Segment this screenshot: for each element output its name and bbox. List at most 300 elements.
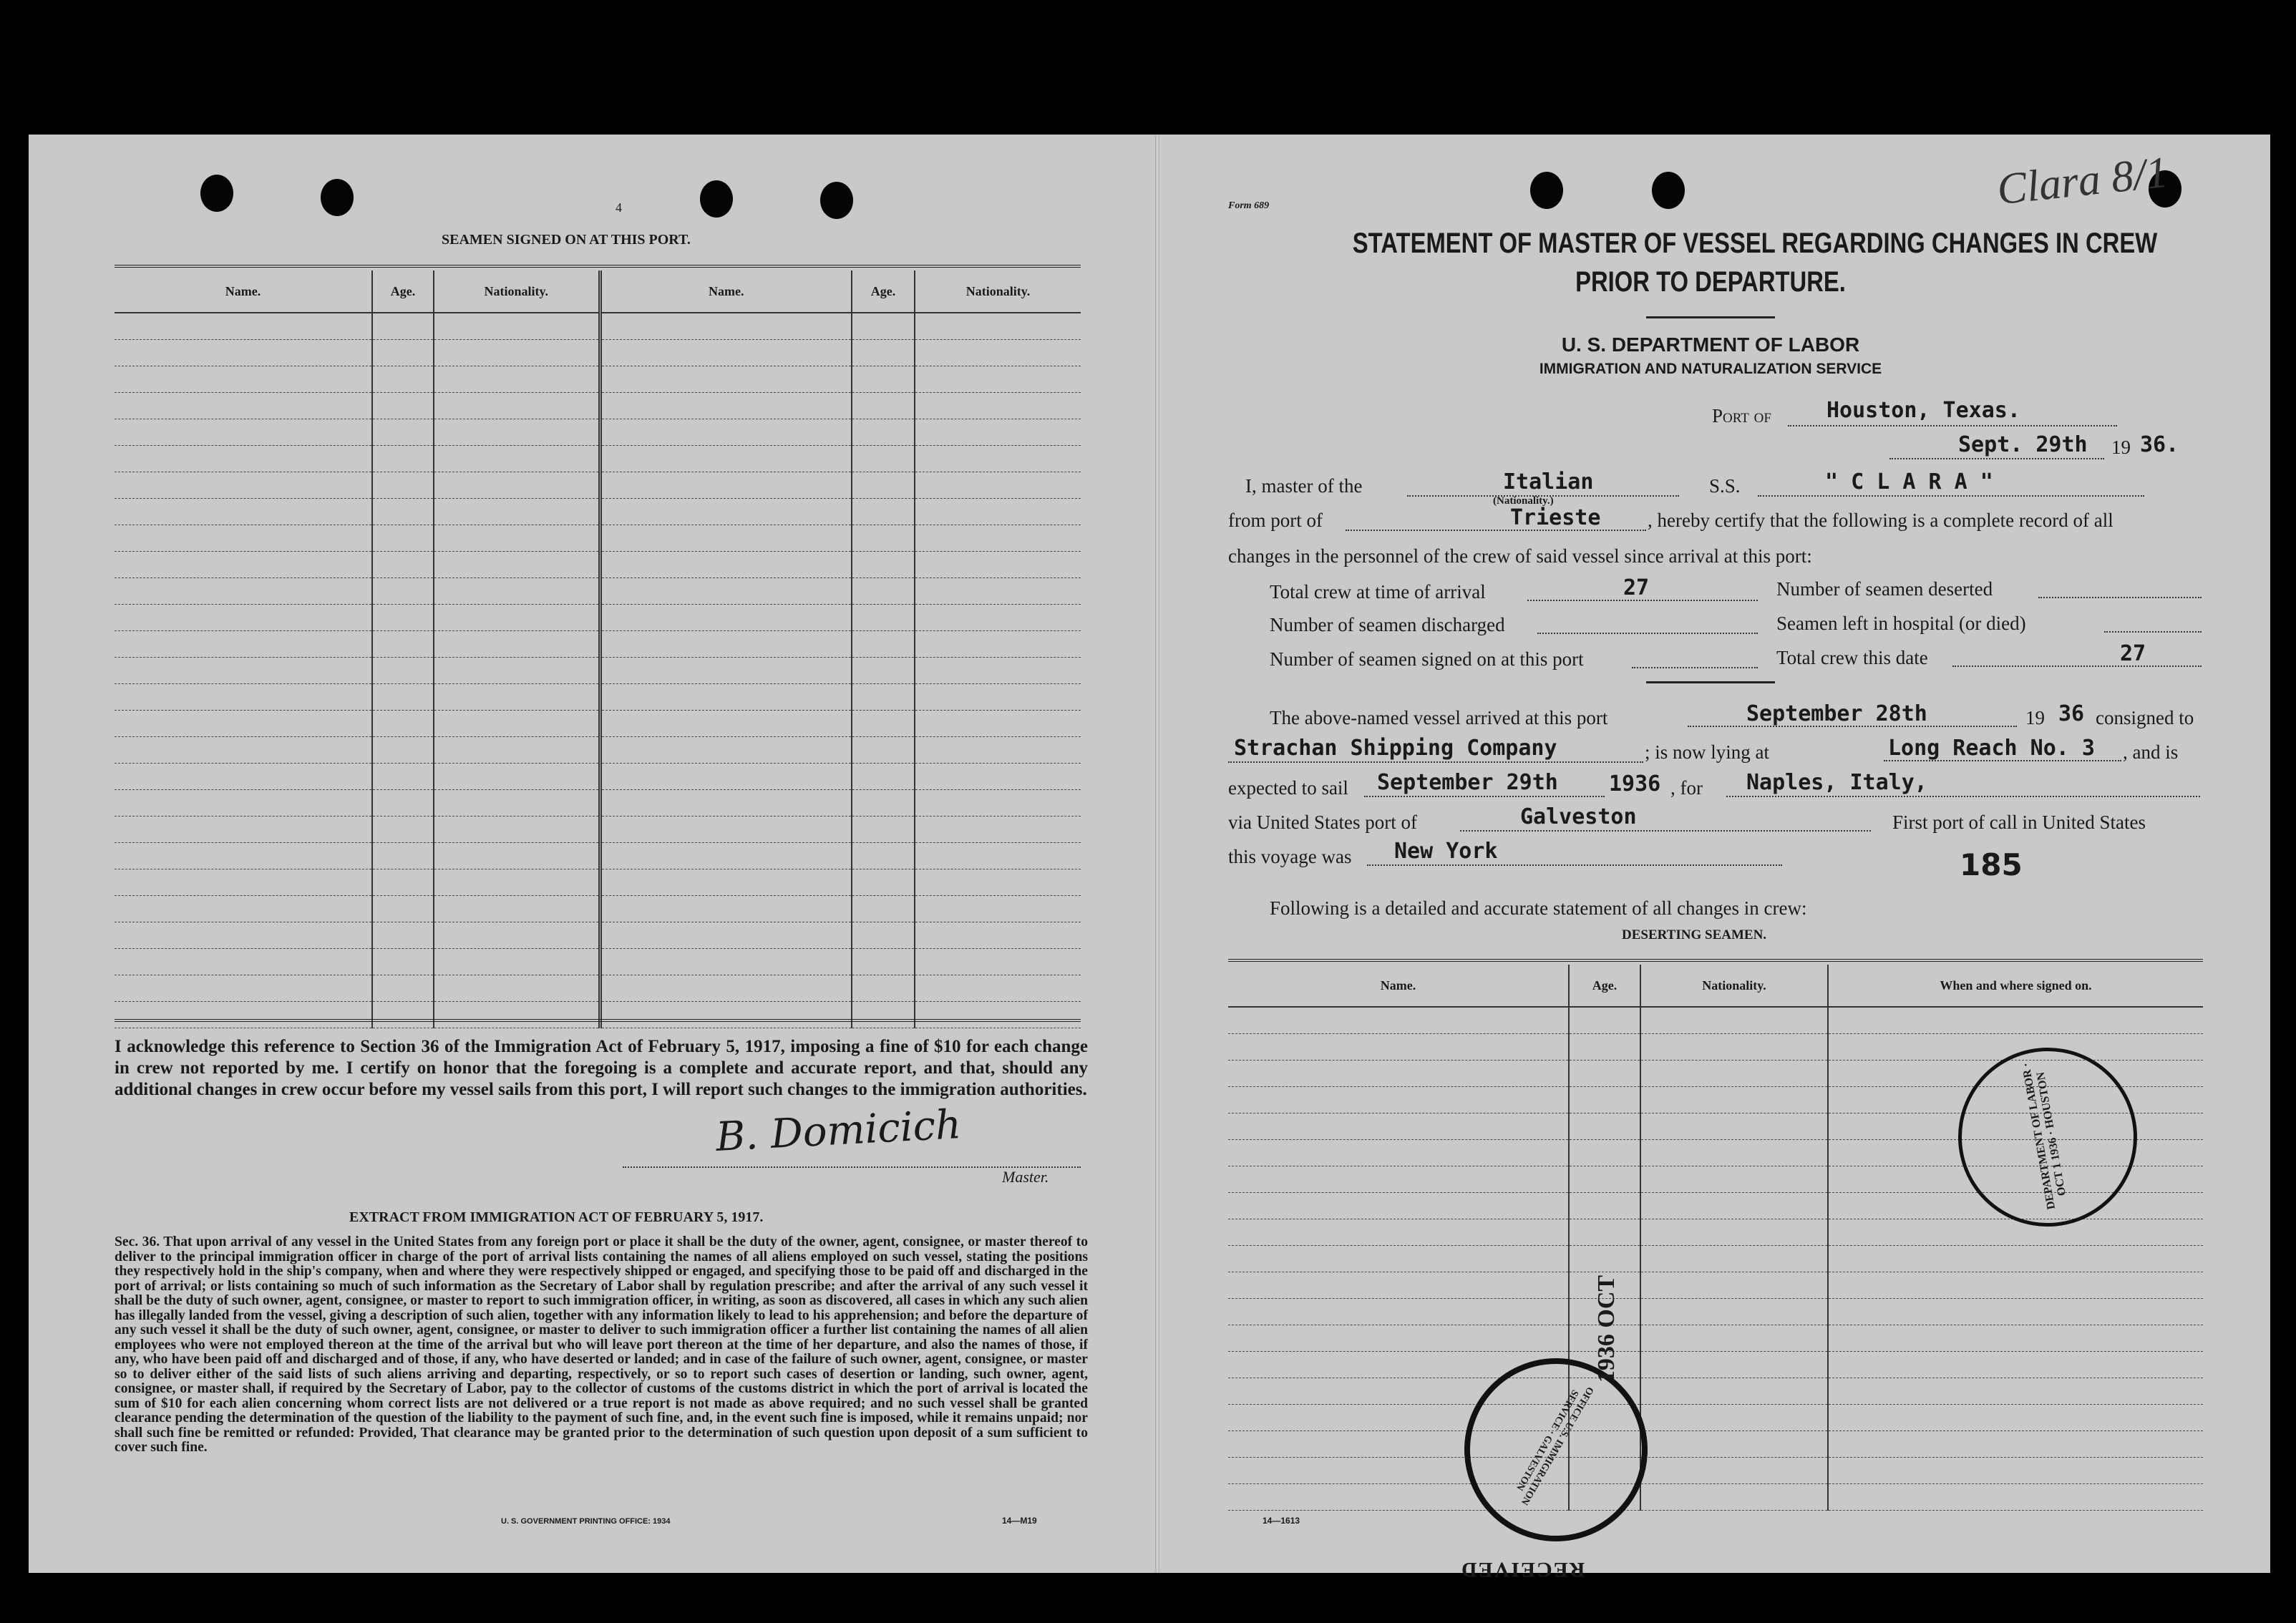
table-cell xyxy=(434,975,600,1002)
table-cell xyxy=(600,472,852,499)
table-cell xyxy=(115,605,372,631)
oct-stamp: 1936 OCT xyxy=(1593,1274,1620,1383)
table-cell xyxy=(434,313,600,340)
total-crew-date-label: Total crew this date xyxy=(1776,647,1928,668)
ship-name: " C L A R A " xyxy=(1825,469,1993,494)
date-value: Sept. 29th xyxy=(1958,432,2088,457)
table-cell xyxy=(372,340,434,366)
table-cell xyxy=(115,446,372,472)
table-cell xyxy=(852,393,915,419)
table-cell xyxy=(852,764,915,790)
table-cell xyxy=(600,605,852,631)
ship-name-field xyxy=(1758,495,2144,497)
table-cell xyxy=(372,684,434,711)
punch-hole xyxy=(1652,172,1685,209)
table-cell xyxy=(915,684,1081,711)
table-cell xyxy=(852,711,915,737)
col-name: Name. xyxy=(1228,965,1569,1007)
table-cell xyxy=(1640,1007,1828,1034)
table-cell xyxy=(372,790,434,817)
signed-on-label: Number of seamen signed on at this port xyxy=(1270,648,1584,670)
table-cell xyxy=(1640,1352,1828,1378)
table-cell xyxy=(852,658,915,684)
table-cell xyxy=(600,658,852,684)
table-cell xyxy=(372,313,434,340)
table-cell xyxy=(434,393,600,419)
table-cell xyxy=(1569,1219,1640,1246)
table-cell xyxy=(434,446,600,472)
table-cell xyxy=(434,499,600,525)
table-cell xyxy=(1828,1378,2203,1405)
voyage-label: this voyage was xyxy=(1228,846,1352,867)
table-row xyxy=(115,658,1081,684)
discharged-field xyxy=(1537,633,1758,634)
table-cell xyxy=(1640,1219,1828,1246)
table-cell xyxy=(434,817,600,843)
table-cell xyxy=(600,896,852,922)
from-port-value: Trieste xyxy=(1510,505,1601,530)
total-crew-arrival-label: Total crew at time of arrival xyxy=(1270,581,1486,603)
table-cell xyxy=(115,313,372,340)
table-cell xyxy=(372,446,434,472)
date-year: 36. xyxy=(2140,432,2179,457)
table-cell xyxy=(915,552,1081,578)
table-row xyxy=(115,578,1081,605)
table-cell xyxy=(434,472,600,499)
table-cell xyxy=(434,366,600,393)
table-cell xyxy=(915,340,1081,366)
table-cell xyxy=(115,896,372,922)
table-cell xyxy=(1569,1113,1640,1140)
table-cell xyxy=(434,896,600,922)
date-year-prefix: 19 xyxy=(2111,437,2131,458)
table-cell xyxy=(915,578,1081,605)
table-cell xyxy=(372,1002,434,1028)
table-cell xyxy=(1828,1299,2203,1325)
table-cell xyxy=(600,975,852,1002)
table-cell xyxy=(372,605,434,631)
table-cell xyxy=(915,817,1081,843)
table-cell xyxy=(372,869,434,896)
table-row xyxy=(115,313,1081,340)
table-cell xyxy=(1640,1272,1828,1299)
table-cell xyxy=(1640,1087,1828,1113)
table-cell xyxy=(1828,1246,2203,1272)
table-cell xyxy=(434,340,600,366)
table-cell xyxy=(600,366,852,393)
table-cell xyxy=(372,499,434,525)
col-age-2: Age. xyxy=(852,270,915,313)
table-cell xyxy=(115,922,372,949)
table-cell xyxy=(1228,1272,1569,1299)
table-cell xyxy=(852,869,915,896)
table-cell xyxy=(115,975,372,1002)
table-cell xyxy=(915,605,1081,631)
table-cell xyxy=(434,684,600,711)
table-cell xyxy=(115,790,372,817)
table-row xyxy=(115,949,1081,975)
changes-text: changes in the personnel of the crew of said vessel since arrival at this port: xyxy=(1228,545,1812,567)
table-cell xyxy=(115,737,372,764)
col-when-where: When and where signed on. xyxy=(1828,965,2203,1007)
table-cell xyxy=(1228,1325,1569,1352)
table-cell xyxy=(1228,1299,1569,1325)
table-cell xyxy=(1828,1325,2203,1352)
table-cell xyxy=(852,684,915,711)
via-label: via United States port of xyxy=(1228,812,1417,833)
table-row xyxy=(115,684,1081,711)
table-cell xyxy=(115,631,372,658)
table-cell xyxy=(600,393,852,419)
table-cell xyxy=(434,525,600,552)
col-name-2: Name. xyxy=(600,270,852,313)
table-cell xyxy=(115,658,372,684)
table-cell xyxy=(600,525,852,552)
table-row xyxy=(115,790,1081,817)
table-row xyxy=(1228,1325,2203,1352)
table-cell xyxy=(115,684,372,711)
from-port-field xyxy=(1346,530,1646,531)
table-cell xyxy=(852,340,915,366)
counts-divider xyxy=(1646,681,1775,683)
table-row xyxy=(1228,1246,2203,1272)
table-cell xyxy=(372,737,434,764)
printer-line: U. S. GOVERNMENT PRINTING OFFICE: 1934 xyxy=(501,1517,671,1526)
table-cell xyxy=(372,552,434,578)
col-nationality: Nationality. xyxy=(1640,965,1828,1007)
date-field xyxy=(1889,458,2104,459)
via-field xyxy=(1460,830,1871,832)
table-cell xyxy=(372,711,434,737)
table-cell xyxy=(915,525,1081,552)
arrived-label: The above-named vessel arrived at this port xyxy=(1270,707,1608,728)
table-cell xyxy=(115,340,372,366)
left-table-body xyxy=(115,313,1081,1028)
form-title-line1: STATEMENT OF MASTER OF VESSEL REGARDING CHANGES IN CREW xyxy=(1352,228,2158,259)
table-cell xyxy=(434,711,600,737)
table-cell xyxy=(372,578,434,605)
deserting-seamen-table xyxy=(1228,965,2203,1511)
table-row xyxy=(1228,1431,2203,1458)
table-cell xyxy=(1228,1113,1569,1140)
arrived-year-value: 36 xyxy=(2058,701,2085,726)
table-cell xyxy=(1828,1405,2203,1431)
left-table-title: SEAMEN SIGNED ON AT THIS PORT. xyxy=(442,232,691,248)
table-cell xyxy=(1640,1484,1828,1511)
table-row xyxy=(115,446,1081,472)
lying-label: ; is now lying at xyxy=(1645,741,1769,763)
table-cell xyxy=(434,419,600,446)
table-cell xyxy=(600,843,852,869)
table-cell xyxy=(372,472,434,499)
page-fold xyxy=(1155,135,1159,1573)
table-cell xyxy=(1828,1458,2203,1484)
table-cell xyxy=(915,896,1081,922)
page-count-number: 185 xyxy=(1960,847,2023,882)
table-cell xyxy=(1640,1325,1828,1352)
table-cell xyxy=(434,578,600,605)
master-label: Master. xyxy=(1002,1168,1049,1186)
total-crew-date-field xyxy=(1952,666,2202,667)
table-cell xyxy=(1640,1378,1828,1405)
arrived-year-prefix: 19 xyxy=(2025,707,2045,728)
table-cell xyxy=(852,843,915,869)
table-cell xyxy=(852,737,915,764)
table-cell xyxy=(915,975,1081,1002)
right-table-top-rule xyxy=(1228,959,2203,962)
following-text: Following is a detailed and accurate statement of all changes in crew: xyxy=(1270,897,1807,919)
table-cell xyxy=(1640,1246,1828,1272)
table-cell xyxy=(852,525,915,552)
form-title-line2: PRIOR TO DEPARTURE. xyxy=(1575,266,1846,298)
received-stamp: RECEIVED xyxy=(1460,1558,1585,1581)
table-cell xyxy=(600,949,852,975)
acknowledgement-text: I acknowledge this reference to Section 36 of the Immigration Act of February 5, 1917, imposing a fine of $10 for each change in crew not reported by me. I certify on honor that the foregoing is a complete and accurate report, and that, should any additional changes in crew occur before my vessel sails from this port, I will report such changes to the immigration authorities. xyxy=(115,1037,1088,1099)
table-cell xyxy=(915,366,1081,393)
table-cell xyxy=(1569,1087,1640,1113)
table-cell xyxy=(915,393,1081,419)
table-cell xyxy=(115,949,372,975)
table-cell xyxy=(372,631,434,658)
table-row xyxy=(1228,1484,2203,1511)
table-cell xyxy=(1228,1166,1569,1193)
table-cell xyxy=(434,869,600,896)
table-cell xyxy=(600,631,852,658)
table-row xyxy=(115,393,1081,419)
table-cell xyxy=(915,472,1081,499)
via-value: Galveston xyxy=(1520,804,1637,829)
table-cell xyxy=(600,313,852,340)
table-cell xyxy=(852,472,915,499)
table-cell xyxy=(115,817,372,843)
table-cell xyxy=(372,525,434,552)
table-cell xyxy=(1640,1405,1828,1431)
table-cell xyxy=(434,605,600,631)
table-cell xyxy=(915,499,1081,525)
table-cell xyxy=(1828,1431,2203,1458)
table-cell xyxy=(115,843,372,869)
table-cell xyxy=(600,922,852,949)
table-row xyxy=(115,975,1081,1002)
table-row xyxy=(115,711,1081,737)
table-cell xyxy=(852,552,915,578)
table-cell xyxy=(115,366,372,393)
expected-label: expected to sail xyxy=(1228,777,1348,799)
table-row xyxy=(1228,1352,2203,1378)
nationality-caption: (Nationality.) xyxy=(1493,495,1554,507)
table-cell xyxy=(600,817,852,843)
table-cell xyxy=(372,393,434,419)
table-cell xyxy=(434,1002,600,1028)
handwritten-note: Clara 8/1 xyxy=(1995,147,2171,215)
table-cell xyxy=(852,631,915,658)
hospital-field xyxy=(2104,631,2202,633)
table-cell xyxy=(115,525,372,552)
table-cell xyxy=(852,313,915,340)
table-row xyxy=(115,737,1081,764)
table-cell xyxy=(115,499,372,525)
table-cell xyxy=(1640,1061,1828,1087)
consigned-label: consigned to xyxy=(2096,707,2194,728)
table-cell xyxy=(852,896,915,922)
table-cell xyxy=(600,764,852,790)
table-cell xyxy=(115,419,372,446)
table-row xyxy=(115,605,1081,631)
table-cell xyxy=(915,446,1081,472)
table-cell xyxy=(372,949,434,975)
table-cell xyxy=(1569,1246,1640,1272)
table-cell xyxy=(915,631,1081,658)
from-port-label: from port of xyxy=(1228,510,1323,531)
table-row xyxy=(115,525,1081,552)
arrived-value: September 28th xyxy=(1746,701,1927,726)
table-row xyxy=(1228,1299,2203,1325)
first-port-label: First port of call in United States xyxy=(1892,812,2146,833)
port-value: Houston, Texas. xyxy=(1826,398,2020,423)
expected-year: 1936 xyxy=(1609,771,1661,796)
table-cell xyxy=(600,711,852,737)
table-cell xyxy=(372,658,434,684)
table-cell xyxy=(852,366,915,393)
table-row xyxy=(115,499,1081,525)
ss-label: S.S. xyxy=(1709,475,1741,497)
table-cell xyxy=(434,922,600,949)
table-cell xyxy=(372,366,434,393)
table-cell xyxy=(1569,1193,1640,1219)
left-form-code: 14—M19 xyxy=(1002,1516,1037,1526)
signed-on-field xyxy=(1632,667,1758,668)
table-cell xyxy=(1640,1034,1828,1061)
table-cell xyxy=(600,1002,852,1028)
table-cell xyxy=(115,393,372,419)
table-row xyxy=(115,1002,1081,1028)
consignee-value: Strachan Shipping Company xyxy=(1234,736,1557,761)
title-divider xyxy=(1646,316,1775,318)
table-cell xyxy=(1228,1087,1569,1113)
table-cell xyxy=(915,764,1081,790)
table-cell xyxy=(1228,1193,1569,1219)
table-cell xyxy=(115,764,372,790)
table-cell xyxy=(434,843,600,869)
table-cell xyxy=(1640,1166,1828,1193)
table-cell xyxy=(1640,1193,1828,1219)
table-cell xyxy=(915,843,1081,869)
punch-hole xyxy=(700,180,733,218)
table-cell xyxy=(600,790,852,817)
table-cell xyxy=(115,472,372,499)
table-cell xyxy=(115,711,372,737)
table-cell xyxy=(915,922,1081,949)
table-cell xyxy=(434,658,600,684)
table-cell xyxy=(434,737,600,764)
table-cell xyxy=(600,552,852,578)
hospital-label: Seamen left in hospital (or died) xyxy=(1776,613,2026,634)
table-cell xyxy=(1640,1113,1828,1140)
table-cell xyxy=(600,499,852,525)
table-cell xyxy=(434,552,600,578)
table-cell xyxy=(600,340,852,366)
destination-value: Naples, Italy, xyxy=(1746,770,1927,795)
immigration-seal-text: OFFICE U.S. IMMIGRATION SERVICE · GALVESTON xyxy=(1514,1385,1595,1507)
table-cell xyxy=(915,313,1081,340)
table-cell xyxy=(372,896,434,922)
table-cell xyxy=(915,658,1081,684)
table-cell xyxy=(852,790,915,817)
table-cell xyxy=(434,631,600,658)
and-is-text: , and is xyxy=(2123,741,2179,763)
master-of-label: I, master of the xyxy=(1245,475,1363,497)
table-cell xyxy=(600,446,852,472)
table-cell xyxy=(1828,1272,2203,1299)
left-table-top-rule xyxy=(115,265,1081,268)
table-cell xyxy=(852,975,915,1002)
total-crew-arrival-value: 27 xyxy=(1623,575,1650,600)
certify-text: , hereby certify that the following is a complete record of all xyxy=(1648,510,2113,531)
punch-hole xyxy=(820,182,853,219)
table-cell xyxy=(600,578,852,605)
expected-field xyxy=(1364,796,1605,797)
page-number: 4 xyxy=(616,200,622,215)
extract-body: Sec. 36. That upon arrival of any vessel in the United States from any foreign port or place it shall be the duty of the owner, agent, consignee, or master thereof to deliver to the principal immigration officer in charge of the port of arrival lists containing the names of all aliens employed on such vessel, stating the positions they respectively hold in the ship's company, when and where they were respectively shipped or engaged, and specifying those to be paid off and discharged in the port of arrival; or lists containing so much of such information as the Secretary of Labor shall by regulation prescribe; and after the arrival of any such vessel it shall be the duty of such owner, agent, consignee, or master to report to such immigration officer, in writing, as soon as discovered, all cases in which any such alien has illegally landed from the vessel, giving a description of such alien, together with any information likely to lead to his apprehension; and before the departure of any such vessel it shall be the duty of such owner, agent, consignee, or master to deliver to such immigration officer a further list containing the names of all alien employees who were not employed thereon at the time of the arrival but who will leave port thereon at the time of her departure, and also the names of those, if any, who have been paid off and discharged and of those, if any, who have deserted or landed; and in case of the failure of such owner, agent, consignee, or master so to deliver either of the said lists of such aliens arriving and departing, respectively, or so to report such cases of desertion or landing, such owner, agent, consignee, or master shall, if required by the Secretary of Labor, pay to the collector of customs of the customs district in which the port of arrival is located the sum of $10 for each alien concerning whom correct lists are not delivered or a true report is not made as above required; and no such vessel shall be granted clearance pending the determination of the question of the liability to the payment of such fine, and, in the event such fine is imposed, while it remains unpaid; nor shall such fine be remitted or refunded: Provided, That clearance may be granted prior to the determination of such question upon deposit of a sum sufficient to cover such fine. xyxy=(115,1234,1088,1455)
table-cell xyxy=(852,446,915,472)
for-label: , for xyxy=(1670,777,1703,799)
col-age: Age. xyxy=(1569,965,1640,1007)
col-nationality-2: Nationality. xyxy=(915,270,1081,313)
table-cell xyxy=(1640,1431,1828,1458)
consignee-field xyxy=(1228,761,1643,763)
form-number: Form 689 xyxy=(1228,200,1270,211)
table-cell xyxy=(852,578,915,605)
deserted-label: Number of seamen deserted xyxy=(1776,578,1993,600)
total-crew-date-value: 27 xyxy=(2120,641,2146,666)
table-cell xyxy=(852,922,915,949)
deserted-field xyxy=(2038,597,2202,598)
table-cell xyxy=(372,922,434,949)
table-cell xyxy=(852,949,915,975)
table-row xyxy=(115,843,1081,869)
table-row xyxy=(1228,1458,2203,1484)
table-cell xyxy=(1828,1484,2203,1511)
table-cell xyxy=(434,949,600,975)
table-row xyxy=(115,631,1081,658)
table-cell xyxy=(1569,1034,1640,1061)
seamen-signed-on-table xyxy=(115,270,1081,1028)
table-cell xyxy=(600,869,852,896)
punch-hole xyxy=(1530,172,1563,209)
table-row xyxy=(115,869,1081,896)
service-name: IMMIGRATION AND NATURALIZATION SERVICE xyxy=(1539,361,1882,377)
table-cell xyxy=(1828,1219,2203,1246)
table-cell xyxy=(1228,1140,1569,1166)
table-cell xyxy=(1228,1246,1569,1272)
table-cell xyxy=(915,419,1081,446)
punch-hole xyxy=(321,179,354,216)
table-cell xyxy=(915,949,1081,975)
col-nationality: Nationality. xyxy=(434,270,600,313)
table-row xyxy=(115,896,1081,922)
nationality-value: Italian xyxy=(1503,469,1594,494)
table-cell xyxy=(1228,1219,1569,1246)
table-cell xyxy=(915,869,1081,896)
table-cell xyxy=(372,817,434,843)
voyage-field xyxy=(1367,864,1782,866)
table-cell xyxy=(115,869,372,896)
table-cell xyxy=(1640,1140,1828,1166)
table-cell xyxy=(372,419,434,446)
table-cell xyxy=(1228,1007,1569,1034)
master-signature: B. Domicich xyxy=(714,1101,963,1161)
voyage-value: New York xyxy=(1394,839,1498,864)
